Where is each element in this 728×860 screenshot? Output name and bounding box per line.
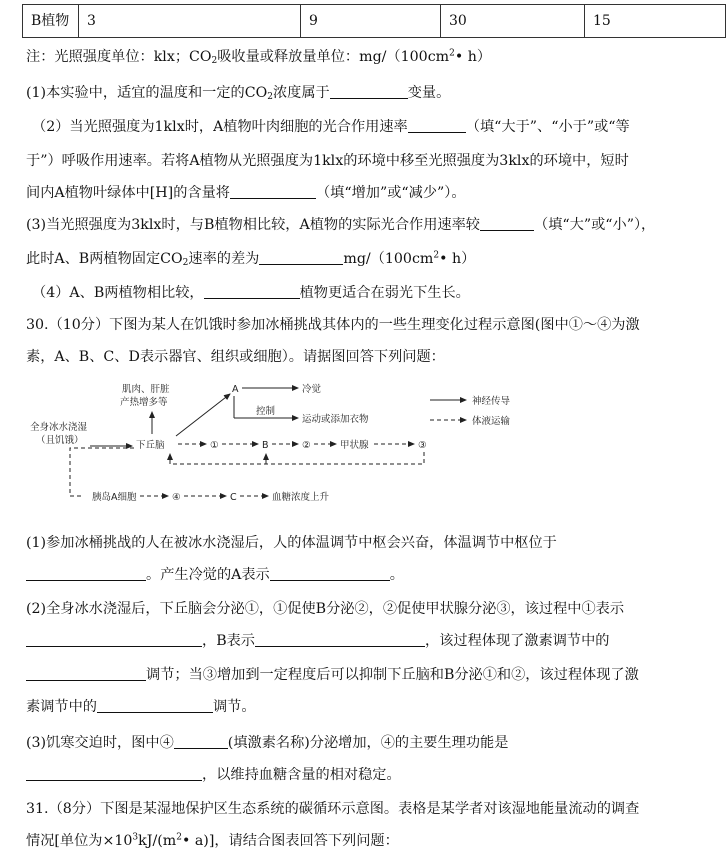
question-30-line-1: 30.（10分）下图为某人在饥饿时参加冰桶挑战其体内的一些生理变化过程示意图(图中①～④为激 [26, 317, 640, 333]
nerve-arrow-to-a [176, 394, 230, 436]
glucose-label: 血糖浓度上升 [272, 492, 330, 503]
question-3-line-1: (3)当光照强度为3klx时，与B植物相比较，A植物的实际光合作用速率较 （填“大”或“小”）， [26, 217, 656, 233]
motion-label: 运动或添加衣物 [302, 414, 369, 425]
question-3-line-2: 此时A、B两植物固定$CO_2$速率的差为 $mg/(100cm^2•$ h） [26, 250, 476, 268]
islet-path [70, 448, 134, 496]
answer-blank[interactable] [204, 284, 300, 299]
hormone-4: ④ [172, 492, 181, 503]
answer-1-line-2: 。产生冷觉的A表示 。 [26, 564, 716, 584]
question-4: （4）A、B两植物相比较， 植物更适合在弱光下生长。 [32, 285, 470, 301]
legend-body-label: 体液运输 [472, 416, 511, 427]
legend-nerve-label: 神经传导 [472, 396, 511, 407]
cold-sensation-label: 冷觉 [302, 384, 322, 395]
data-table-row [22, 4, 726, 38]
table-cell-value: 3 [78, 5, 300, 37]
table-cell-plant: B植物 [22, 5, 78, 37]
answer-2-line-4: 素调节中的 调节。 [26, 699, 256, 715]
answer-blank[interactable] [480, 216, 534, 231]
node-c: C [230, 492, 237, 503]
question-2-line-2: 于”）呼吸作用速率。若将A植物从光照强度为1klx的环境中移至光照强度为3klx的环境中，短时 [26, 153, 629, 169]
hypothalamus-label: 下丘脑 [136, 440, 165, 451]
table-cell-value: 9 [300, 5, 440, 37]
question-30-line-2: 素，A、B、C、D表示器官、组织或细胞）。请据图回答下列问题： [26, 349, 445, 365]
answer-2-line-2: ，B表示 ，该过程体现了激素调节中的 [26, 630, 716, 650]
islet-label: 胰岛A细胞 [92, 492, 137, 503]
hormone-3: ③ [418, 440, 427, 451]
table-cell-value: 15 [584, 5, 726, 37]
answer-1-line-1: (1)参加冰桶挑战的人在被冰水浇湿后，人的体温调节中枢会兴奋，体温调节中枢位于 [26, 535, 557, 551]
question-31-line-1: 31.（8分）下图是某湿地保护区生态系统的碳循环示意图。表格是某学者对该湿地能量流动的调查 [26, 801, 640, 817]
muscle-label-2: 产热增多等 [120, 397, 168, 408]
thyroid-label: 甲状腺 [340, 440, 369, 451]
question-2-line-1: （2）当光照强度为1klx时，A植物叶肉细胞的光合作用速率 （填“大于”、“小于”或“等 [32, 119, 630, 135]
feedback-line [170, 452, 424, 464]
answer-blank[interactable] [26, 632, 202, 647]
muscle-label-1: 肌肉、肝脏 [122, 384, 170, 395]
answer-2-line-1: (2)全身冰水浇湿后，下丘脑会分泌①，①促使B分泌②，②促使甲状腺分泌③，该过程中①表示 [26, 601, 625, 617]
answer-blank[interactable] [26, 766, 202, 781]
hormone-2: ② [302, 440, 311, 451]
answer-blank[interactable] [26, 566, 146, 581]
answer-3-line-2: ，以维持血糖含量的相对稳定。 [26, 764, 716, 784]
answer-blank[interactable] [330, 84, 408, 99]
answer-blank[interactable] [408, 118, 466, 133]
physiology-diagram [30, 374, 550, 520]
answer-blank[interactable] [255, 632, 425, 647]
node-b: B [262, 440, 269, 451]
table-cell-value: 30 [440, 5, 584, 37]
answer-blank[interactable] [270, 566, 390, 581]
answer-blank[interactable] [259, 250, 343, 265]
hormone-1: ① [210, 440, 219, 451]
control-label: 控制 [256, 406, 276, 417]
unit-note: 注：光照强度单位：klx；$CO_2$吸收量或释放量单位：$mg/(100cm^2•$ h） [26, 48, 492, 66]
answer-3-line-1: (3)饥寒交迫时，图中④ (填激素名称)分泌增加，④的主要生理功能是 [26, 735, 509, 751]
answer-blank[interactable] [230, 184, 316, 199]
question-31-line-2: 情况[单位为$\times 10^3kJ/(m^2•$ a)]，请结合图表回答下列问题： [26, 832, 399, 849]
question-2-line-3: 间内A植物叶绿体中[H]的含量将 （填“增加”或“减少”）。 [26, 185, 466, 201]
answer-2-line-3: 调节；当③增加到一定程度后可以抑制下丘脑和B分泌①和②，该过程体现了激 [26, 664, 716, 684]
input-label-1: 全身冰水浇湿 [30, 422, 88, 433]
answer-blank[interactable] [26, 666, 146, 681]
input-label-2: （且饥饿） [36, 435, 84, 446]
question-1: (1)本实验中，适宜的温度和一定的$CO_2$浓度属于 变量。 [26, 85, 451, 102]
answer-blank[interactable] [97, 698, 213, 713]
answer-blank[interactable] [174, 734, 228, 749]
node-a: A [232, 384, 239, 395]
